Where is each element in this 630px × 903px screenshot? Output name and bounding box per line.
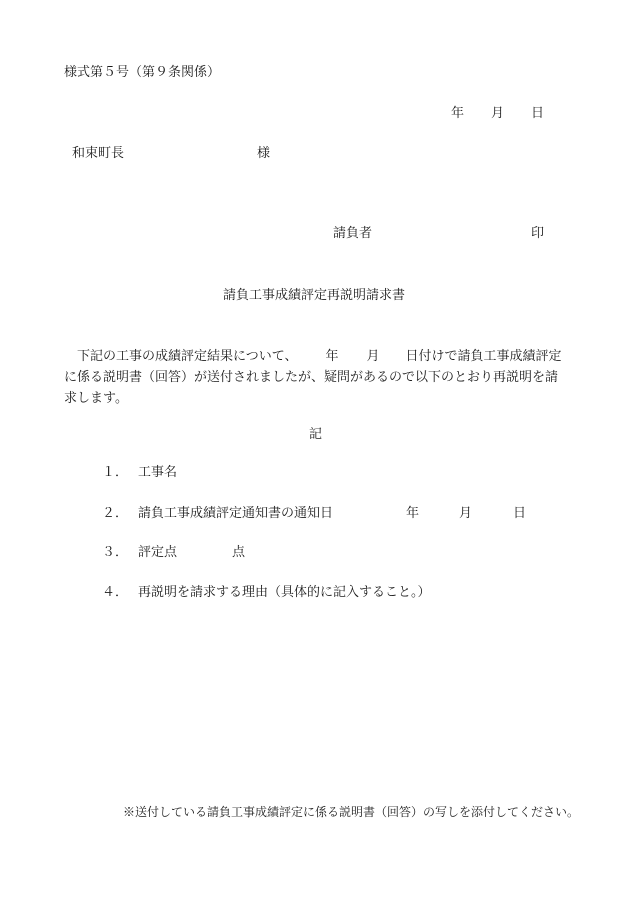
list-item-3 [102, 546, 177, 559]
addressee-honorific: 様 [257, 146, 271, 161]
requester-label: 請負者 [333, 226, 373, 241]
body-line-1-text: 下記の工事の成績評定結果について、 [77, 349, 298, 364]
score-unit-label: 点 [232, 545, 246, 560]
list-item-label: 再説明を請求する理由（具体的に記入すること。） [138, 585, 431, 600]
date-year-label: 年 [451, 106, 465, 121]
body-line-3: 求します。 [64, 391, 128, 406]
notice-month-label: 月 [459, 506, 473, 521]
seal-label: 印 [531, 226, 545, 241]
ki-heading: 記 [309, 427, 323, 442]
list-item-number: ２． [102, 506, 129, 521]
list-item-label: 評定点 [138, 545, 178, 560]
addressee-name: 和束町長 [72, 146, 125, 161]
footnote: ※送付している請負工事成績評定に係る説明書（回答）の写しを添付してください。 [123, 805, 580, 819]
list-item-4 [102, 586, 431, 599]
list-item-2 [102, 507, 333, 520]
list-item-number: １． [102, 465, 129, 480]
body-year-label: 年 [325, 349, 339, 364]
body-month-label: 月 [366, 349, 380, 364]
notice-year-label: 年 [406, 506, 420, 521]
form-number: 様式第５号（第９条関係） [64, 65, 221, 80]
list-item-number: ４． [102, 585, 129, 600]
body-line-2: に係る説明書（回答）が送付されましたが、疑問があるので以下のとおり再説明を請 [64, 370, 559, 385]
body-line-1-text-2: 日付けで請負工事成績評定 [405, 349, 562, 364]
list-item-label: 請負工事成績評定通知書の通知日 [138, 506, 334, 521]
notice-day-label: 日 [513, 506, 527, 521]
body-line-1 [64, 346, 584, 367]
document-title: 請負工事成績評定再説明請求書 [223, 288, 406, 303]
list-item-number: ３． [102, 545, 129, 560]
request-body [64, 346, 584, 409]
list-item-label: 工事名 [138, 465, 178, 480]
date-day-label: 日 [531, 106, 545, 121]
date-month-label: 月 [491, 106, 505, 121]
list-item-1 [102, 466, 177, 479]
